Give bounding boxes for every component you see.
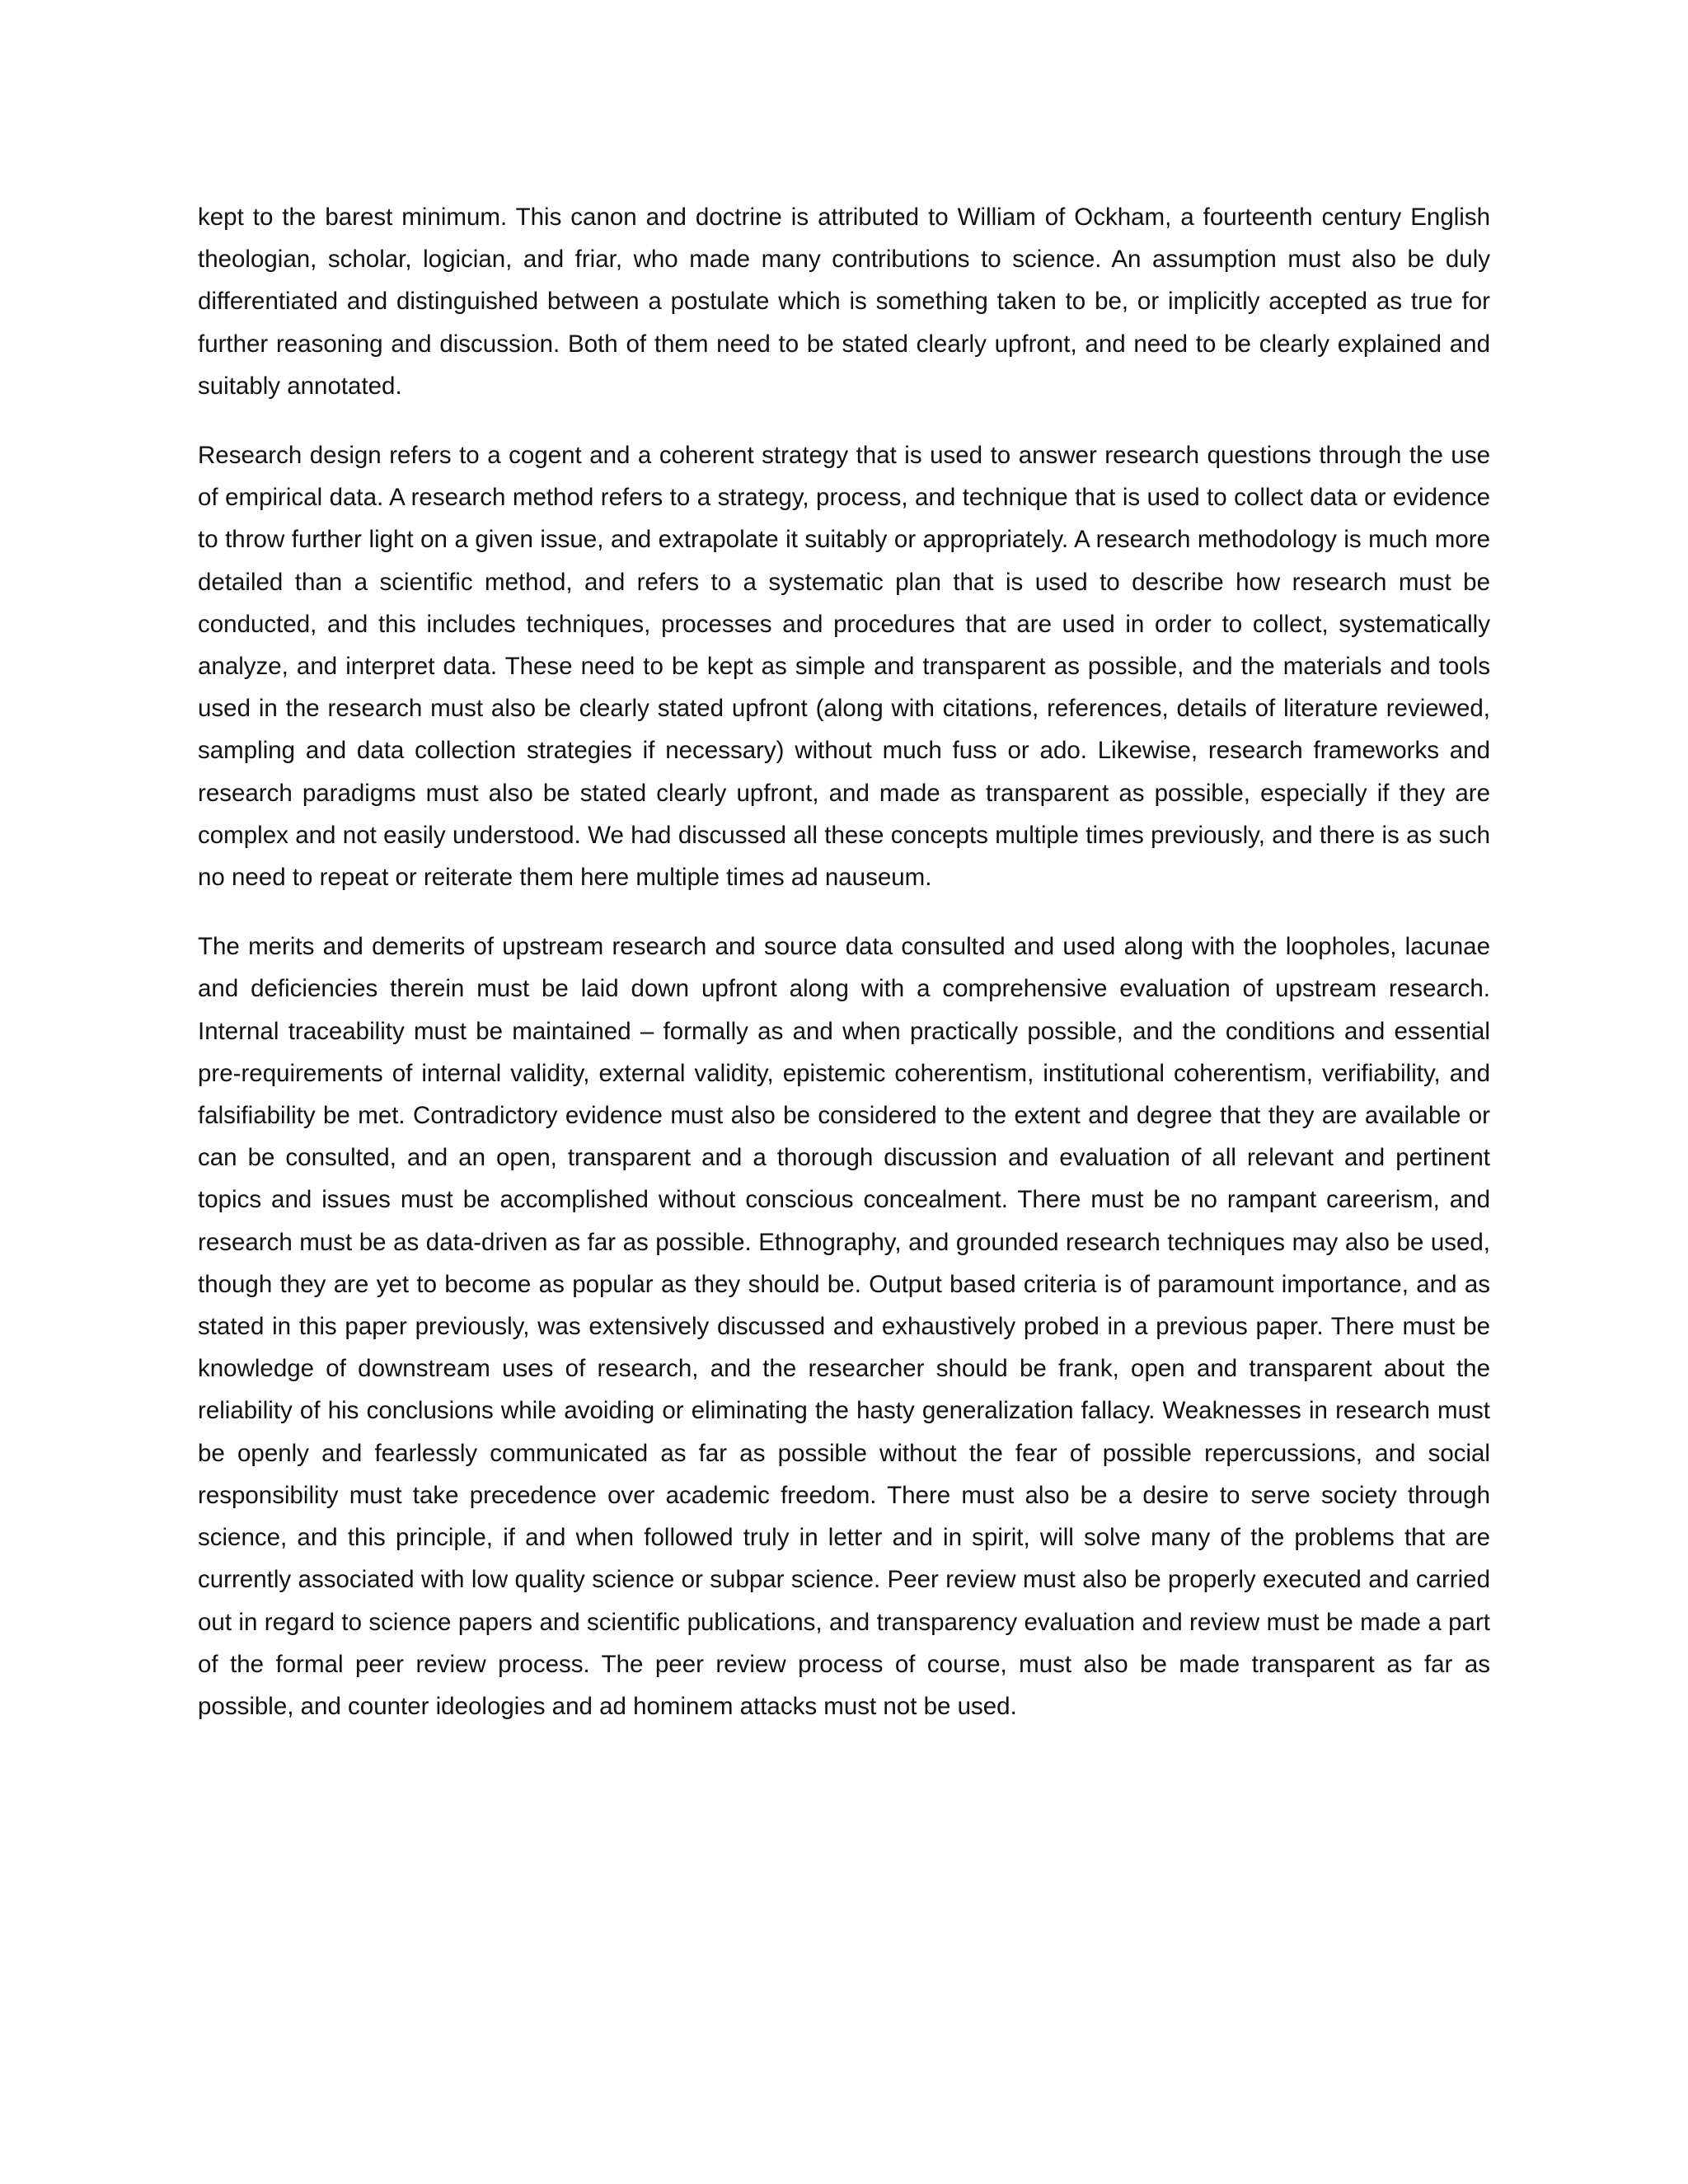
paragraph-upstream-research: The merits and demerits of upstream research and source data consulted and used along with the loopholes, lacunae and deficiencies therein must be laid down upfront along with a comprehensive evaluation of upstream research. Internal traceability must be maintained – formally as and when practically possible, and the conditions and essential pre-requirements of internal validity, external validity, epistemic coherentism, institutional coherentism, verifiability, and falsifiability be met. Contradictory evidence must also be considered to the extent and degree that they are available or can be consulted, and an open, transparent and a thorough discussion and evaluation of all relevant and pertinent topics and issues must be accomplished without conscious concealment. There must be no rampant careerism, and research must be as data-driven as far as possible. Ethnography, and grounded research techniques may also be used, though they are yet to become as popular as they should be. Output based criteria is of paramount importance, and as stated in this paper previously, was extensively discussed and exhaustively probed in a previous paper. There must be knowledge of downstream uses of research, and the researcher should be frank, open and transparent about the reliability of his conclusions while avoiding or eliminating the hasty generalization fallacy. Weaknesses in research must be openly and fearlessly communicated as far as possible without the fear of possible repercussions, and social responsibility must take precedence over academic freedom. There must also be a desire to serve society through science, and this principle, if and when followed truly in letter and in spirit, will solve many of the problems that are currently associated with low quality science or subpar science. Peer review must also be properly executed and carried out in regard to science papers and scientific publications, and transparency evaluation and review must be made a part of the formal peer review process. The peer review process of course, must also be made transparent as far as possible, and counter ideologies and ad hominem attacks must not be used. bbox=[198, 933, 1490, 1720]
document-page bbox=[198, 196, 1490, 1755]
paragraph-ockham: kept to the barest minimum. This canon and doctrine is attributed to William of Ockham, a fourteenth century English theologian, scholar, logician, and friar, who made many contributions to science. An assumption must also be duly differentiated and distinguished between a postulate which is something taken to be, or implicitly accepted as true for further reasoning and discussion. Both of them need to be stated clearly upfront, and need to be clearly explained and suitably annotated. bbox=[198, 204, 1490, 400]
paragraph-research-design: Research design refers to a cogent and a coherent strategy that is used to answer research questions through the use of empirical data. A research method refers to a strategy, process, and technique that is used to collect data or evidence to throw further light on a given issue, and extrapolate it suitably or appropriately. A research methodology is much more detailed than a scientific method, and refers to a systematic plan that is used to describe how research must be conducted, and this includes techniques, processes and procedures that are used in order to collect, systematically analyze, and interpret data. These need to be kept as simple and transparent as possible, and the materials and tools used in the research must also be clearly stated upfront (along with citations, references, details of literature reviewed, sampling and data collection strategies if necessary) without much fuss or ado. Likewise, research frameworks and research paradigms must also be stated clearly upfront, and made as transparent as possible, especially if they are complex and not easily understood. We had discussed all these concepts multiple times previously, and there is as such no need to repeat or reiterate them here multiple times ad nauseum. bbox=[198, 442, 1490, 892]
